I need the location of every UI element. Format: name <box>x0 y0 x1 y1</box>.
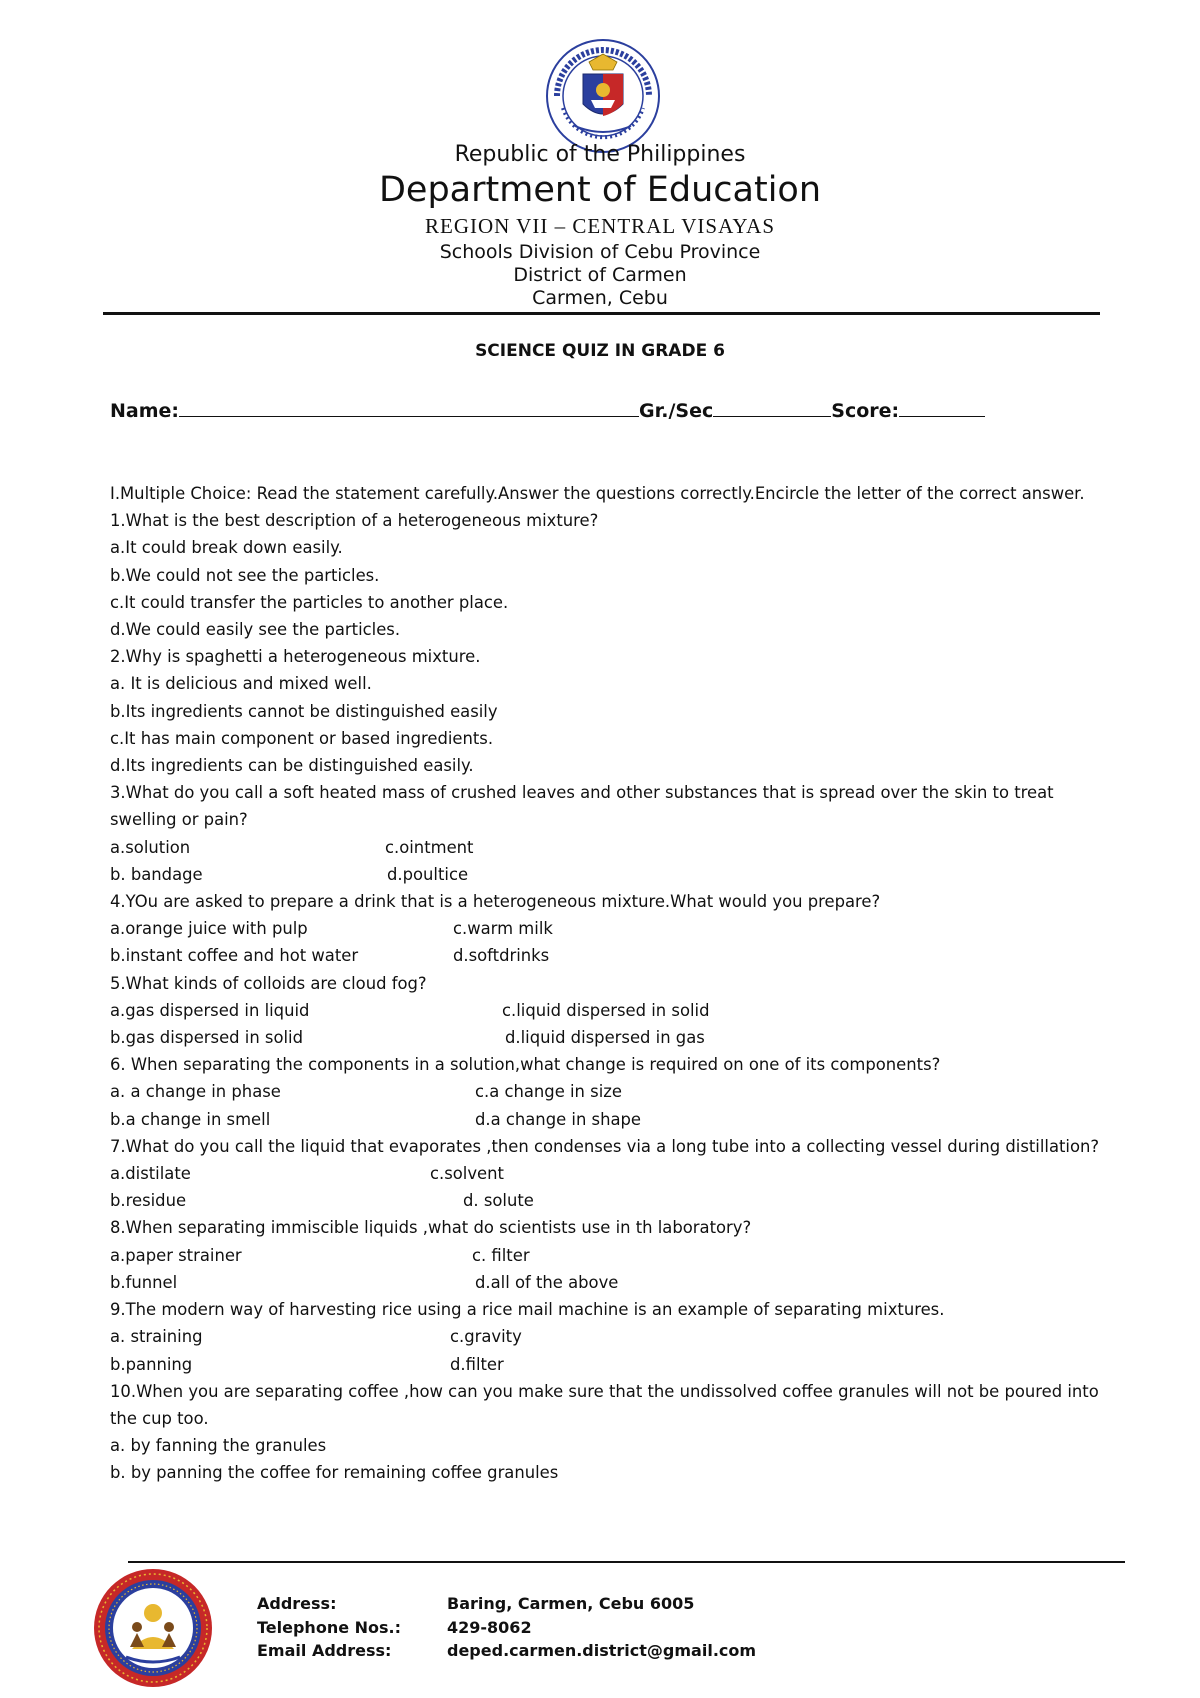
district-heading: District of Carmen <box>513 264 687 286</box>
instructions: I.Multiple Choice: Read the statement carefully.Answer the questions correctly.Encircle the letter of the correct answer. <box>110 484 1085 503</box>
question-6: 6. When separating the components in a solution,what change is required on one of its components? <box>110 1055 941 1075</box>
option[interactable]: c. filter <box>472 1245 530 1265</box>
option[interactable]: c.It could transfer the particles to another place. <box>110 592 509 612</box>
address-value: Baring, Carmen, Cebu 6005 <box>447 1594 695 1613</box>
option[interactable]: d.Its ingredients can be distinguished easily. <box>110 756 474 776</box>
option[interactable]: b.We could not see the particles. <box>110 565 380 585</box>
option[interactable]: d.poultice <box>387 864 469 884</box>
name-blank[interactable] <box>179 398 639 417</box>
option[interactable]: c.ointment <box>385 837 474 857</box>
score-label: Score: <box>831 400 900 422</box>
student-fields <box>110 398 985 422</box>
option[interactable]: c.liquid dispersed in solid <box>502 1000 710 1020</box>
region-heading: REGION VII – CENTRAL VISAYAS <box>424 214 776 238</box>
option[interactable]: b. bandage <box>110 864 203 884</box>
phone-label: Telephone Nos.: <box>257 1617 402 1637</box>
option[interactable]: d.filter <box>450 1354 504 1374</box>
division-of-cebu-province-logo-icon <box>92 1567 214 1689</box>
score-blank[interactable] <box>899 398 985 417</box>
option[interactable]: d.We could easily see the particles. <box>110 620 401 640</box>
option[interactable]: c.gravity <box>450 1327 522 1347</box>
question-9: 9.The modern way of harvesting rice using a rice mail machine is an example of separating mixtures. <box>110 1300 945 1320</box>
grsec-label: Gr./Sec <box>639 400 714 422</box>
option[interactable]: c.a change in size <box>475 1082 622 1102</box>
question-4: 4.YOu are asked to prepare a drink that is a heterogeneous mixture.What would you prepare? <box>110 892 881 912</box>
town-heading: Carmen, Cebu <box>532 287 668 309</box>
option[interactable]: d.a change in shape <box>475 1109 642 1129</box>
division-heading: Schools Division of Cebu Province <box>439 241 761 263</box>
option[interactable]: a.paper strainer <box>110 1245 242 1265</box>
option[interactable]: a.It could break down easily. <box>110 538 343 558</box>
footer-divider <box>128 1561 1125 1563</box>
question-8: 8.When separating immiscible liquids ,what do scientists use in th laboratory? <box>110 1218 752 1238</box>
deped-seal-icon <box>545 38 661 154</box>
option[interactable]: b.Its ingredients cannot be distinguished easily <box>110 701 498 721</box>
grsec-blank[interactable] <box>713 398 831 417</box>
option[interactable]: a.orange juice with pulp <box>110 919 308 939</box>
question-3: 3.What do you call a soft heated mass of crushed leaves and other substances that is spread over the skin to treat swelling or pain? <box>110 783 1054 830</box>
option[interactable]: b.panning <box>110 1354 193 1374</box>
name-label: Name: <box>110 400 180 422</box>
option[interactable]: a.solution <box>110 837 191 857</box>
email-label: Email Address: <box>257 1641 392 1660</box>
header-divider <box>103 312 1100 315</box>
question-2: 2.Why is spaghetti a heterogeneous mixture. <box>110 647 481 667</box>
email-link[interactable]: deped.carmen.district@gmail.com <box>447 1641 757 1660</box>
option[interactable]: a. It is delicious and mixed well. <box>110 674 372 694</box>
footer-contact <box>257 1592 756 1663</box>
question-7: 7.What do you call the liquid that evaporates ,then condenses via a long tube into a collecting vessel during distillation? <box>110 1136 1100 1156</box>
quiz-body <box>110 480 1110 1487</box>
option[interactable]: a. straining <box>110 1327 203 1347</box>
option[interactable]: b. by panning the coffee for remaining coffee granules <box>110 1463 559 1483</box>
option[interactable]: a. by fanning the granules <box>110 1436 327 1456</box>
phone-value: 429-8062 <box>447 1617 532 1637</box>
department-heading: Department of Education <box>378 170 822 210</box>
option[interactable]: b.residue <box>110 1191 187 1211</box>
option[interactable]: c.It has main component or based ingredients. <box>110 728 494 748</box>
option[interactable]: d.liquid dispersed in gas <box>505 1028 705 1048</box>
option[interactable]: d.softdrinks <box>453 946 550 966</box>
option[interactable]: b.gas dispersed in solid <box>110 1028 304 1048</box>
question-1: 1.What is the best description of a heterogeneous mixture? <box>110 511 599 531</box>
option[interactable]: b.funnel <box>110 1272 178 1292</box>
option[interactable]: b.a change in smell <box>110 1109 271 1129</box>
quiz-title: SCIENCE QUIZ IN GRADE 6 <box>475 341 725 361</box>
option[interactable]: c.solvent <box>430 1164 504 1184</box>
option[interactable]: d. solute <box>463 1191 534 1211</box>
option[interactable]: c.warm milk <box>453 919 553 939</box>
question-5: 5.What kinds of colloids are cloud fog? <box>110 973 427 993</box>
address-label: Address: <box>257 1594 337 1613</box>
option[interactable]: a.gas dispersed in liquid <box>110 1000 310 1020</box>
option[interactable]: a.distilate <box>110 1164 191 1184</box>
option[interactable]: a. a change in phase <box>110 1082 281 1102</box>
question-10: 10.When you are separating coffee ,how can you make sure that the undissolved coffee granules will not be poured into the cup too. <box>110 1381 1099 1428</box>
option[interactable]: b.instant coffee and hot water <box>110 946 359 966</box>
option[interactable]: d.all of the above <box>475 1272 619 1292</box>
republic-heading: Republic of the Philippines <box>454 142 746 167</box>
